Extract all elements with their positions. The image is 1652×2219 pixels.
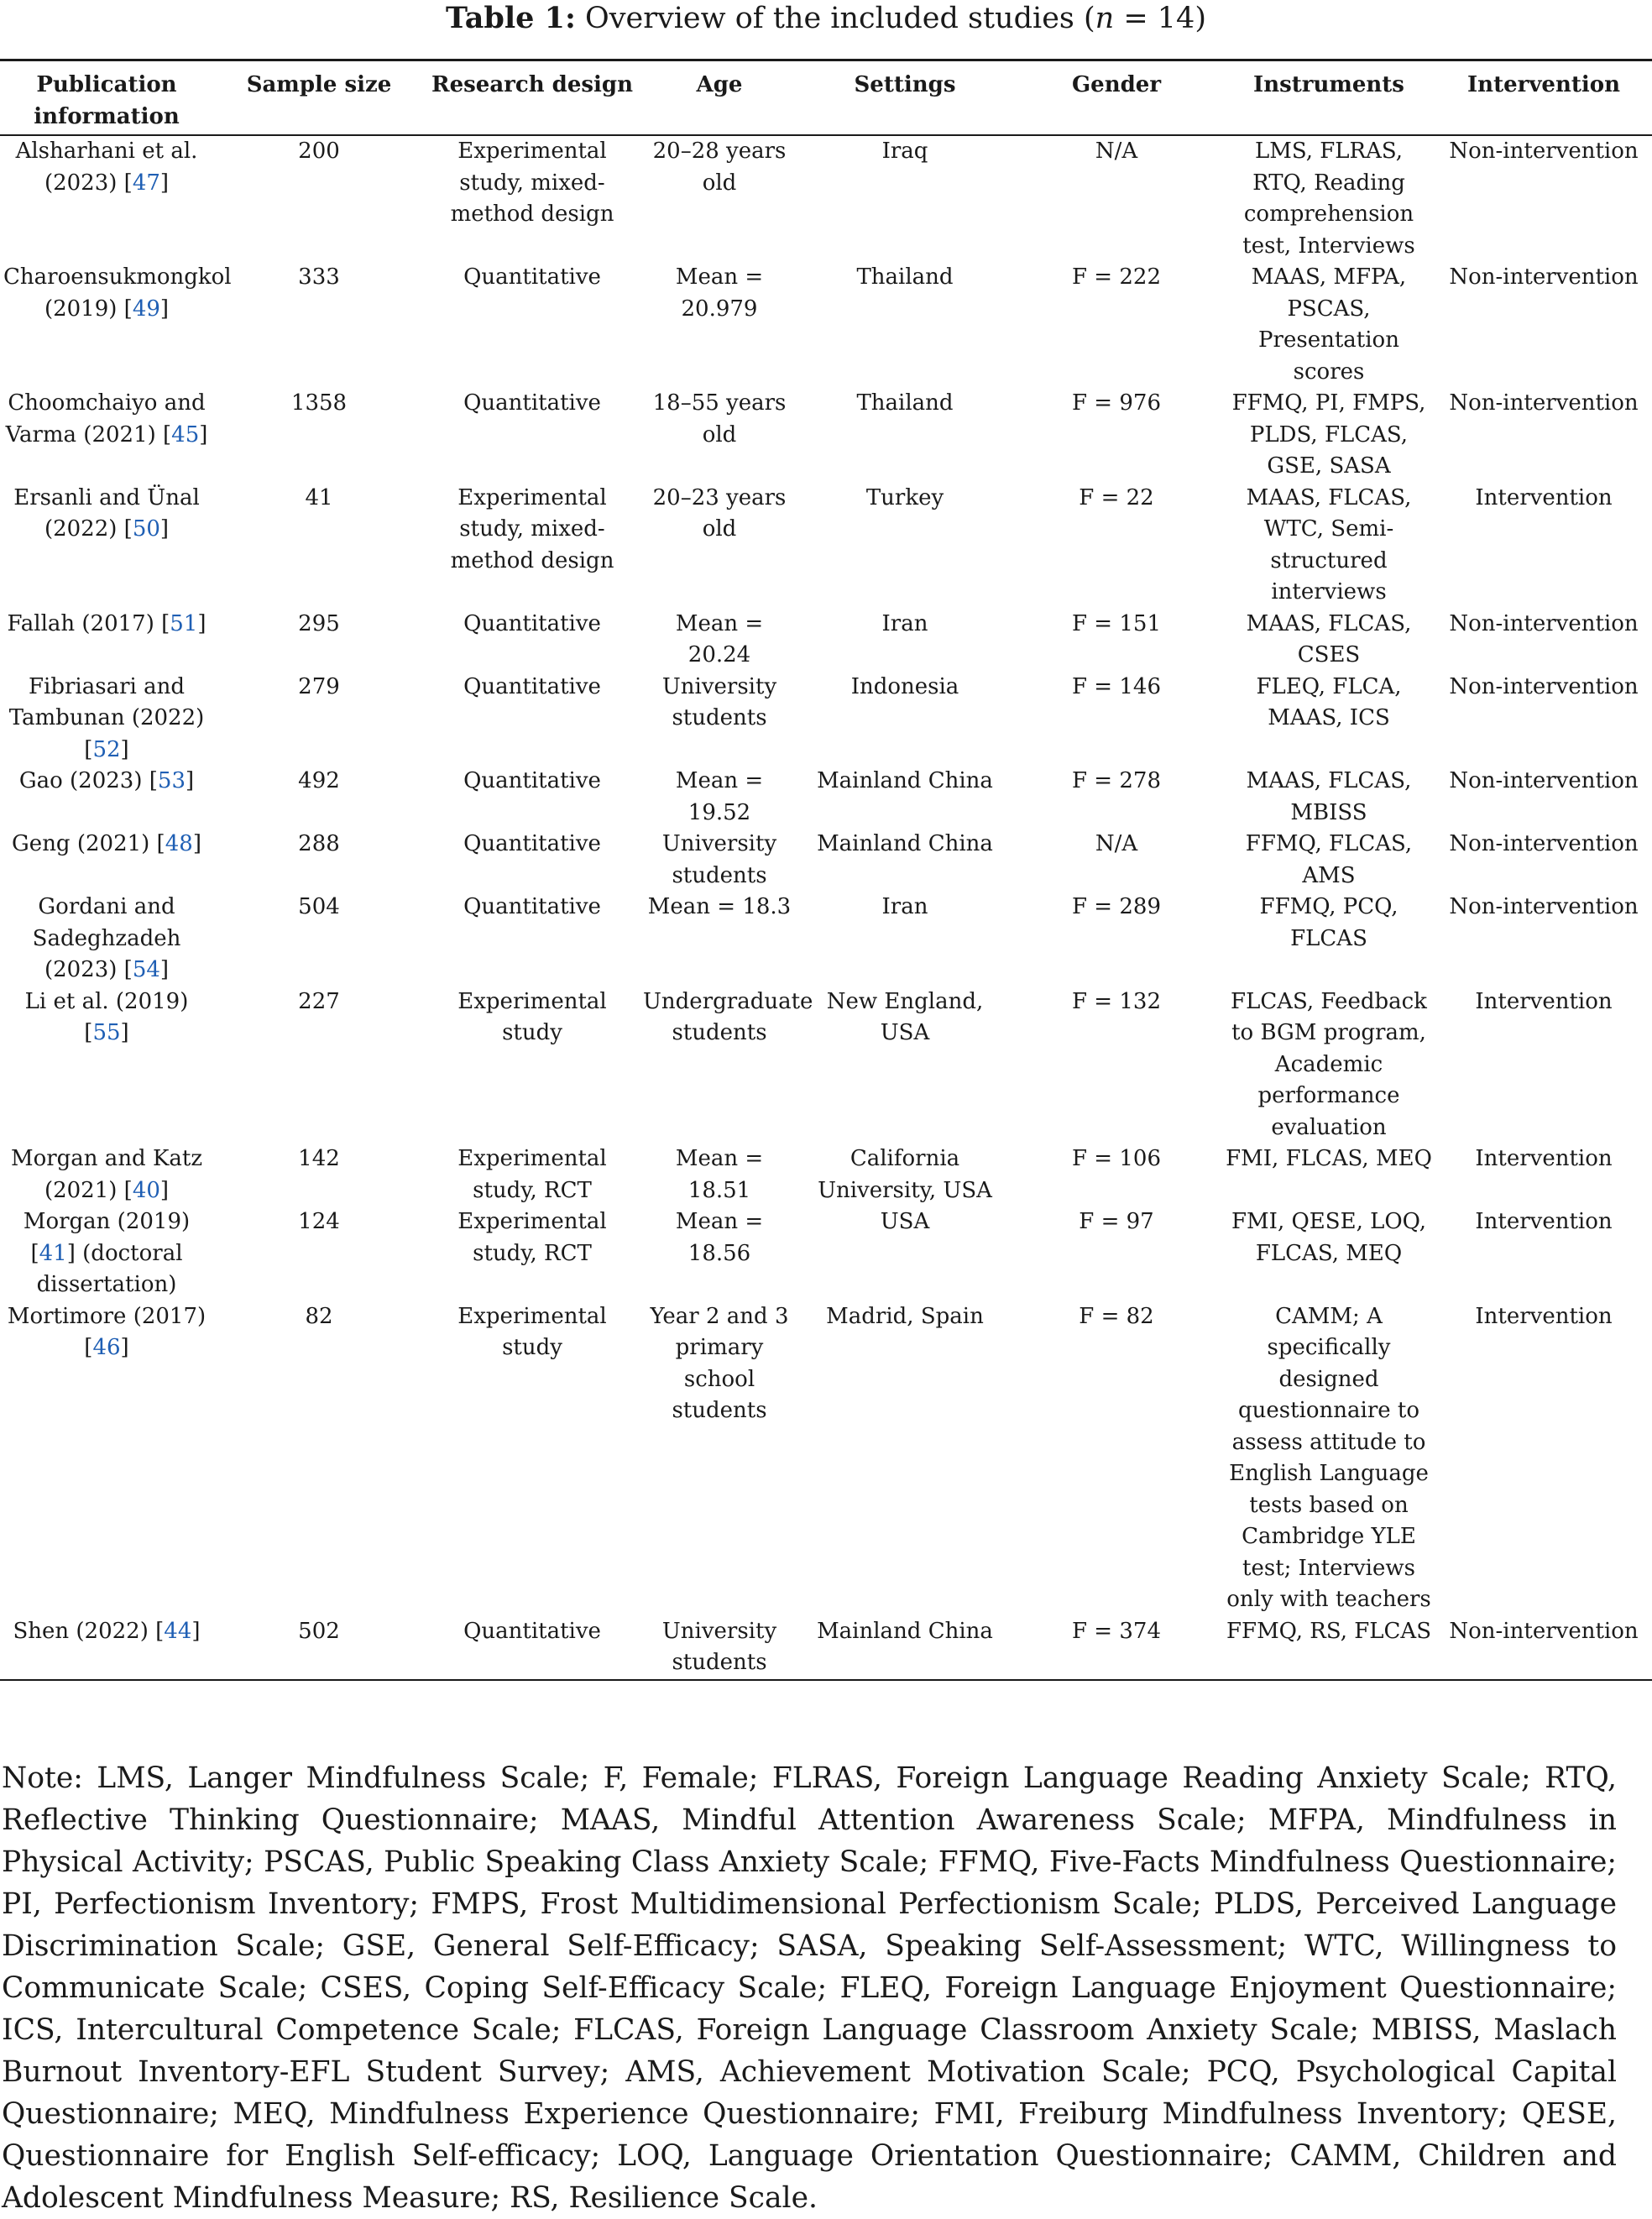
cell-age: Mean = 18.56	[675, 1209, 764, 1266]
cell-sample-size: 279	[298, 673, 340, 699]
cell-sample-size: 82	[305, 1303, 333, 1329]
cell-intervention: Intervention	[1475, 1209, 1613, 1234]
cell-publication: Gao (2023) [53]	[18, 768, 195, 793]
cell-age: Mean = 20.979	[675, 264, 764, 322]
citation-link[interactable]: 53	[157, 768, 186, 793]
cell-gender: F = 22	[1079, 484, 1154, 510]
citation-link[interactable]: 44	[164, 1618, 192, 1644]
cell-age: Mean = 18.3	[647, 894, 792, 919]
cell-publication: Morgan (2019) [41] (doctoral dissertation)	[23, 1209, 191, 1297]
citation-link[interactable]: 52	[92, 736, 121, 762]
cell-age: University students	[661, 673, 777, 730]
cell-sample-size: 1358	[290, 390, 348, 416]
cell-publication: Alsharhani et al. (2023) [47]	[15, 139, 198, 196]
cell-setting: Mainland China	[817, 1618, 993, 1644]
cell-instruments: MAAS, FLCAS, WTC, Semi-structured interviews	[1246, 484, 1412, 604]
table-caption-n: n	[1095, 2, 1115, 35]
citation-link[interactable]: 45	[171, 421, 200, 447]
citation-link[interactable]: 51	[170, 610, 198, 636]
cell-intervention: Non-intervention	[1449, 1618, 1639, 1644]
cell-setting: Thailand	[856, 390, 954, 416]
cell-gender: F = 976	[1072, 390, 1161, 416]
cell-intervention: Non-intervention	[1449, 390, 1639, 416]
cell-intervention: Non-intervention	[1449, 673, 1639, 699]
studies-table	[0, 59, 1652, 1681]
cell-intervention: Non-intervention	[1449, 610, 1639, 636]
cell-setting: Mainland China	[817, 831, 993, 856]
cell-gender: F = 132	[1072, 988, 1161, 1014]
cell-publication: Gordani and Sadeghzadeh (2023) [54]	[32, 894, 181, 982]
header-instruments: Instruments	[1253, 72, 1404, 97]
header-sample-size: Sample size	[246, 72, 392, 97]
cell-research-design: Quantitative	[463, 610, 601, 636]
cell-research-design: Quantitative	[463, 1618, 601, 1644]
cell-research-design: Experimental study, RCT	[457, 1209, 607, 1266]
cell-setting: Iran	[881, 610, 928, 636]
cell-sample-size: 502	[298, 1618, 340, 1644]
cell-intervention: Intervention	[1475, 1146, 1613, 1171]
cell-sample-size: 200	[298, 139, 340, 164]
cell-age: Year 2 and 3 primary school students	[650, 1303, 789, 1423]
cell-age: 20–23 years old	[652, 484, 787, 542]
header-research-design: Research design	[431, 72, 633, 97]
cell-instruments: MAAS, FLCAS, CSES	[1246, 610, 1412, 667]
cell-publication: Fallah (2017) [51]	[7, 610, 206, 636]
header-intervention: Intervention	[1467, 72, 1620, 97]
cell-gender: F = 97	[1079, 1209, 1154, 1234]
cell-setting: California University, USA	[818, 1146, 992, 1203]
cell-instruments: FMI, QESE, LOQ, FLCAS, MEQ	[1231, 1209, 1426, 1266]
cell-instruments: CAMM; A specifically designed questionnaire to assess attitude to English Language tests based on Cambridge YLE test; Interviews only with teachers	[1226, 1303, 1431, 1612]
cell-research-design: Quantitative	[463, 768, 601, 793]
cell-instruments: FFMQ, PI, FMPS, PLDS, FLCAS, GSE, SASA	[1231, 390, 1426, 479]
cell-gender: F = 146	[1072, 673, 1161, 699]
cell-sample-size: 333	[298, 264, 340, 290]
table-header-row	[0, 60, 1652, 136]
cell-gender: F = 106	[1072, 1146, 1161, 1171]
citation-link[interactable]: 47	[132, 170, 160, 196]
cell-gender: N/A	[1095, 139, 1138, 164]
cell-sample-size: 295	[298, 610, 340, 636]
citation-link[interactable]: 50	[132, 516, 160, 542]
citation-link[interactable]: 49	[132, 296, 160, 322]
table-caption-count: = 14)	[1114, 2, 1206, 35]
table-caption	[0, 0, 1652, 55]
cell-setting: Turkey	[865, 484, 944, 510]
table-caption-text: Overview of the included studies (	[585, 2, 1095, 35]
cell-setting: New England, USA	[826, 988, 984, 1045]
table-row	[0, 892, 1652, 987]
table-row	[0, 262, 1652, 388]
table-caption-label: Table 1:	[446, 1, 576, 35]
cell-instruments: FMI, FLCAS, MEQ	[1226, 1146, 1432, 1171]
cell-age: Mean = 18.51	[675, 1146, 764, 1203]
cell-gender: F = 151	[1072, 610, 1161, 636]
cell-research-design: Quantitative	[463, 831, 601, 856]
cell-research-design: Experimental study, mixed-method design	[450, 139, 614, 227]
cell-age: University students	[661, 1618, 777, 1675]
cell-research-design: Experimental study	[457, 1303, 607, 1360]
cell-gender: F = 289	[1072, 894, 1161, 919]
table-row	[0, 1301, 1652, 1616]
cell-publication: Geng (2021) [48]	[12, 831, 201, 856]
cell-intervention: Non-intervention	[1449, 831, 1639, 856]
cell-sample-size: 504	[298, 894, 340, 919]
cell-gender: F = 278	[1072, 768, 1161, 793]
cell-research-design: Quantitative	[463, 673, 601, 699]
cell-sample-size: 142	[298, 1146, 340, 1171]
cell-intervention: Intervention	[1475, 1303, 1613, 1329]
cell-age: 18–55 years old	[652, 390, 787, 447]
cell-instruments: FLEQ, FLCA, MAAS, ICS	[1256, 673, 1402, 730]
table-row	[0, 766, 1652, 829]
citation-link[interactable]: 54	[132, 957, 160, 982]
cell-gender: F = 374	[1072, 1618, 1161, 1644]
header-age: Age	[696, 72, 743, 97]
table-row	[0, 1616, 1652, 1680]
table-row	[0, 829, 1652, 892]
cell-research-design: Quantitative	[463, 264, 601, 290]
cell-sample-size: 41	[305, 484, 333, 510]
cell-sample-size: 288	[298, 831, 340, 856]
table-note: Note: LMS, Langer Mindfulness Scale; F, Female; FLRAS, Foreign Language Reading Anxiety Scale; RTQ, Reflective Thinking Questionnaire; MAAS, Mindful Attention Awareness Scale; MFPA, Mindfulness in Physical Activity; PSCAS, Public Speaking Class Anxiety Scale; FFMQ, Five-Facts Mindfulness Questionnaire; PI, Perfectionism Inventory; FMPS, Frost Multidimensional Perfectionism Scale; PLDS, Perceived Language Discrimination Scale; GSE, General Self-Efficacy; SASA, Speaking Self-Assessment; WTC, Willingness to Communicate Scale; CSES, Coping Self-Efficacy Scale; FLEQ, Foreign Language Enjoyment Questionnaire; ICS, Intercultural Competence Scale; FLCAS, Foreign Language Classroom Anxiety Scale; MBISS, Maslach Burnout Inventory-EFL Student Survey; AMS, Achievement Motivation Scale; PCQ, Psychological Capital Questionnaire; MEQ, Mindfulness Experience Questionnaire; FMI, Freiburg Mindfulness Inventory; QESE, Questionnaire for English Self-efficacy; LOQ, Language Orientation Questionnaire; CAMM, Children and Adolescent Mindfulness Measure; RS, Resilience Scale.	[2, 1761, 1617, 2215]
table-row	[0, 1206, 1652, 1301]
cell-age: 20–28 years old	[652, 139, 787, 196]
cell-publication: Shen (2022) [44]	[13, 1618, 201, 1644]
cell-setting: Iraq	[881, 139, 928, 164]
cell-publication: Li et al. (2019) [55]	[24, 988, 189, 1045]
cell-instruments: MAAS, FLCAS, MBISS	[1246, 768, 1412, 825]
cell-publication: Mortimore (2017) [46]	[7, 1303, 206, 1360]
cell-intervention: Non-intervention	[1449, 768, 1639, 793]
cell-research-design: Quantitative	[463, 390, 601, 416]
cell-setting: Thailand	[856, 264, 954, 290]
citation-link[interactable]: 40	[132, 1177, 160, 1203]
table-row	[0, 672, 1652, 767]
cell-age: Mean = 20.24	[675, 610, 764, 667]
table-row	[0, 483, 1652, 609]
header-publication: Publication information	[34, 72, 180, 129]
cell-setting: USA	[880, 1209, 930, 1234]
cell-instruments: MAAS, MFPA, PSCAS, Presentation scores	[1251, 264, 1407, 385]
citation-link[interactable]: 41	[39, 1240, 67, 1266]
table-row	[0, 987, 1652, 1144]
cell-sample-size: 492	[298, 768, 340, 793]
cell-gender: F = 222	[1072, 264, 1161, 290]
cell-instruments: FFMQ, PCQ, FLCAS	[1259, 894, 1398, 951]
cell-publication: Charoensukmongkol (2019) [49]	[3, 264, 232, 322]
table-row	[0, 609, 1652, 672]
cell-research-design: Experimental study	[457, 988, 607, 1045]
cell-publication: Morgan and Katz (2021) [40]	[10, 1146, 203, 1203]
cell-publication: Ersanli and Ünal (2022) [50]	[13, 484, 200, 542]
cell-sample-size: 227	[298, 988, 340, 1014]
cell-research-design: Experimental study, mixed-method design	[450, 484, 614, 573]
cell-intervention: Non-intervention	[1449, 894, 1639, 919]
cell-research-design: Experimental study, RCT	[457, 1146, 607, 1203]
cell-gender: N/A	[1095, 831, 1138, 856]
cell-research-design: Quantitative	[463, 894, 601, 919]
table-row	[0, 1144, 1652, 1206]
cell-setting: Indonesia	[850, 673, 959, 699]
citation-link[interactable]: 48	[165, 831, 193, 856]
cell-sample-size: 124	[298, 1209, 340, 1234]
cell-instruments: LMS, FLRAS, RTQ, Reading comprehension test, Interviews	[1242, 139, 1415, 259]
cell-setting: Mainland China	[817, 768, 993, 793]
cell-publication: Choomchaiyo and Varma (2021) [45]	[5, 390, 208, 447]
cell-instruments: FFMQ, FLCAS, AMS	[1245, 831, 1413, 888]
citation-link[interactable]: 55	[92, 1020, 121, 1045]
cell-age: University students	[661, 831, 777, 888]
cell-publication: Fibriasari and Tambunan (2022) [52]	[8, 673, 205, 762]
cell-gender: F = 82	[1079, 1303, 1154, 1329]
header-gender: Gender	[1071, 72, 1162, 97]
cell-intervention: Non-intervention	[1449, 139, 1639, 164]
table-row	[0, 388, 1652, 483]
cell-age: Mean = 19.52	[675, 768, 764, 825]
header-settings: Settings	[854, 72, 956, 97]
cell-instruments: FLCAS, Feedback to BGM program, Academic performance evaluation	[1231, 988, 1427, 1140]
cell-instruments: FFMQ, RS, FLCAS	[1226, 1618, 1432, 1644]
cell-age: Undergraduate students	[643, 988, 813, 1045]
citation-link[interactable]: 46	[92, 1335, 121, 1360]
cell-intervention: Intervention	[1475, 484, 1613, 510]
cell-setting: Iran	[881, 894, 928, 919]
table-row	[0, 135, 1652, 262]
cell-intervention: Non-intervention	[1449, 264, 1639, 290]
cell-intervention: Intervention	[1475, 988, 1613, 1014]
cell-setting: Madrid, Spain	[826, 1303, 984, 1329]
